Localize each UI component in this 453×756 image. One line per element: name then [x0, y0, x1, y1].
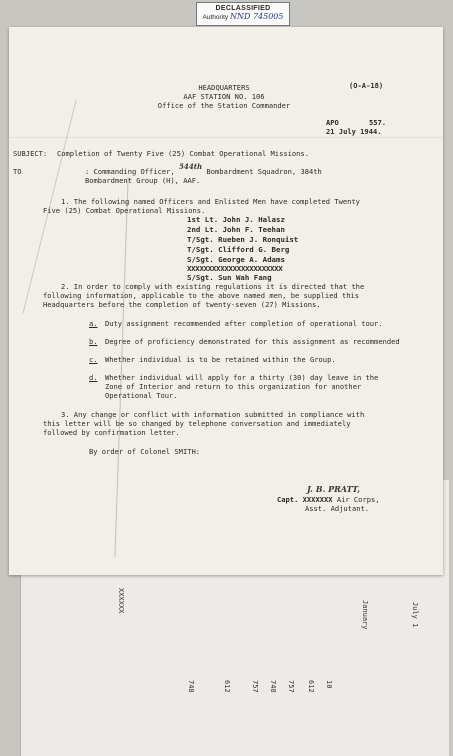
item-text: Operational Tour.	[105, 391, 178, 400]
para-1-line-2: Five (25) Combat Operational Missions.	[43, 206, 206, 215]
to-line-1-b: Bombardment Squadron, 384th	[206, 167, 322, 176]
para-3-line-1: 3. Any change or conflict with information submitted in compliance with	[61, 410, 365, 419]
personnel-item: 1st Lt. John J. Halasz	[187, 215, 285, 224]
back-number: 748	[269, 680, 277, 693]
back-number: 757	[287, 680, 295, 693]
rank-prefix: Capt.	[277, 495, 299, 504]
item-text: Zone of Interior and return to this organization for another	[105, 382, 362, 391]
personnel-item-struck: XXXXXXXXXXXXXXXXXXXXXXX	[187, 264, 283, 273]
signature-corps: Air Corps,	[336, 495, 380, 504]
personnel-item: S/Sgt. Sun Wah Fang	[187, 273, 272, 282]
back-left-code: XXXXXX	[117, 588, 125, 614]
order-line: By order of Colonel SMITH:	[89, 447, 201, 456]
signature-line-1	[277, 495, 380, 504]
header-line-2: AAF STATION NO. 106	[183, 92, 265, 101]
item-letter: c.	[89, 355, 98, 364]
para-3-line-2: this letter will be so changed by telephone conversation and immediately	[43, 419, 351, 428]
authority-label: Authority	[202, 14, 229, 21]
declassified-title: DECLASSIFIED	[215, 5, 271, 12]
back-number: 757	[251, 680, 259, 693]
authority-number: NND 745005	[229, 12, 284, 21]
personnel-item: S/Sgt. George A. Adams	[187, 255, 285, 264]
back-number: 612	[307, 680, 315, 693]
header-line-3: Office of the Station Commander	[157, 101, 291, 110]
item-letter: b.	[89, 337, 98, 346]
subject-label: SUBJECT:	[13, 149, 48, 158]
header-line-1: HEADQUARTERS	[198, 83, 250, 92]
letter-date: 21 July 1944.	[326, 127, 382, 136]
back-month-1: January	[361, 600, 369, 630]
item-letter: a.	[89, 319, 98, 328]
back-number: 748	[187, 680, 195, 693]
item-letter: d.	[89, 373, 98, 382]
item-text: Degree of proficiency demonstrated for this assignment as recommended	[105, 337, 400, 346]
para-2-line-2: following information, applicable to the above named men, be supplied this	[43, 291, 360, 300]
to-line-1	[85, 162, 322, 176]
back-month-2: July 1	[411, 602, 419, 628]
declassification-stamp	[196, 2, 290, 26]
para-3-line-3: followed by confirmation letter.	[43, 428, 180, 437]
item-text: Whether individual is to be retained within the Group.	[105, 355, 336, 364]
struck-text: XXXXXXX	[302, 495, 333, 504]
apo-number: 557.	[369, 118, 387, 127]
file-code: (O-A-18)	[349, 81, 384, 90]
para-2-line-3: Headquarters before the completion of twenty-seven (27) Missions.	[43, 300, 321, 309]
para-1-line-1: 1. The following named Officers and Enlisted Men have completed Twenty	[61, 197, 360, 206]
apo-label: APO	[326, 118, 339, 127]
to-line-1-a: : Commanding Officer,	[85, 167, 175, 176]
subject-text: Completion of Twenty Five (25) Combat Operational Missions.	[57, 149, 309, 158]
squadron-handwritten: 544th	[178, 162, 203, 171]
item-text: Whether individual will apply for a thirty (30) day leave in the	[105, 373, 379, 382]
to-line-2: Bombardment Group (H), AAF.	[85, 176, 201, 185]
personnel-item: T/Sgt. Rueben J. Ronquist	[187, 235, 299, 244]
item-text: Duty assignment recommended after completion of operational tour.	[105, 319, 383, 328]
pencil-line	[114, 177, 128, 557]
back-number: 10	[325, 680, 333, 689]
fold-crease	[9, 137, 443, 138]
back-number: 612	[223, 680, 231, 693]
letter-page	[9, 27, 443, 575]
to-label: TO	[13, 167, 22, 176]
personnel-item: 2nd Lt. John F. Teehan	[187, 225, 285, 234]
signature-line-2: Asst. Adjutant.	[305, 504, 370, 513]
signature: J. B. PRATT,	[307, 484, 361, 494]
para-2-line-1: 2. In order to comply with existing regulations it is directed that the	[61, 282, 365, 291]
personnel-item: T/Sgt. Clifford G. Berg	[187, 245, 290, 254]
